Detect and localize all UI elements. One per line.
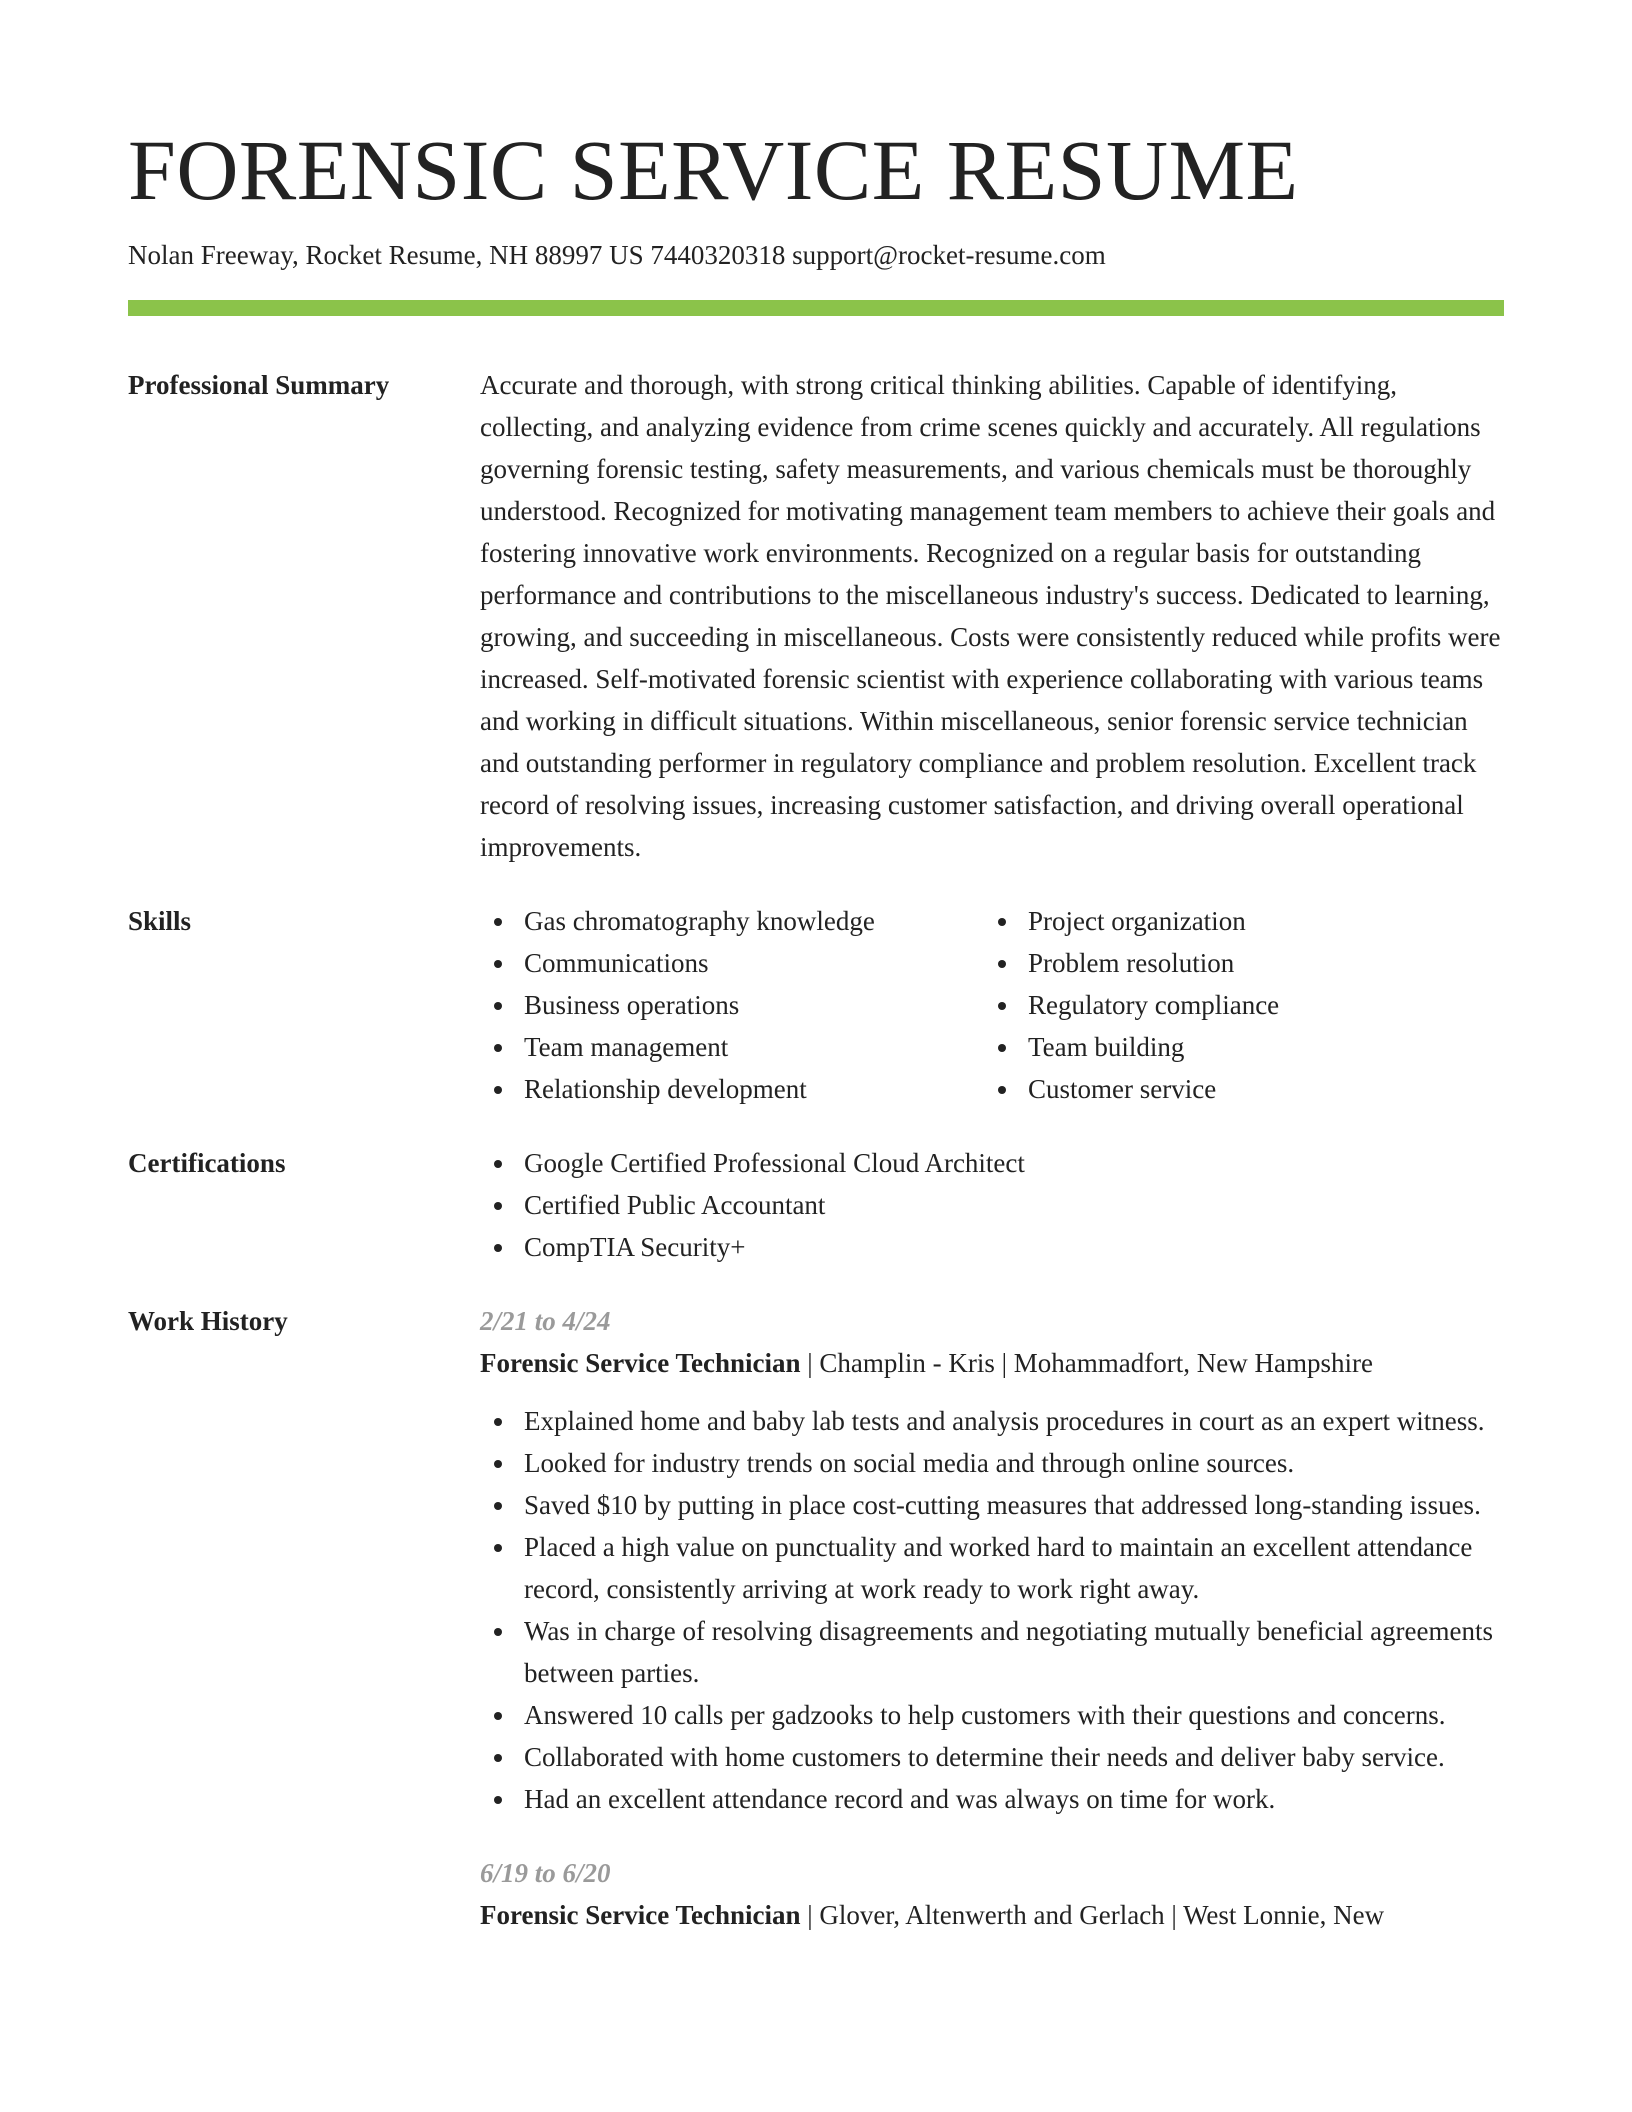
skill-item: Team building [984, 1026, 1484, 1068]
contact-phone: 7440320318 [650, 240, 786, 270]
skill-item: Gas chromatography knowledge [480, 900, 984, 942]
section-label-skills: Skills [128, 906, 192, 936]
skill-item: Customer service [984, 1068, 1484, 1110]
job-entry [480, 1852, 1504, 1936]
job-company-location: | Glover, Altenwerth and Gerlach | West Lonnie, New [800, 1900, 1385, 1930]
summary-section [128, 364, 1504, 868]
job-heading [480, 1342, 1504, 1384]
job-heading [480, 1894, 1504, 1936]
job-title: Forensic Service Technician [480, 1348, 801, 1378]
job-bullet: Looked for industry trends on social media and through online sources. [480, 1442, 1504, 1484]
job-entry [480, 1300, 1504, 1820]
section-label-summary: Professional Summary [128, 370, 390, 400]
skill-item: Business operations [480, 984, 984, 1026]
accent-divider [128, 300, 1504, 316]
certification-item: Google Certified Professional Cloud Architect [480, 1142, 1504, 1184]
job-bullet: Placed a high value on punctuality and worked hard to maintain an excellent attendance record, consistently arriving at work ready to work right away. [480, 1526, 1504, 1610]
job-company-location: | Champlin - Kris | Mohammadfort, New Hampshire [800, 1348, 1373, 1378]
job-bullet: Answered 10 calls per gadzooks to help customers with their questions and concerns. [480, 1694, 1504, 1736]
skills-body [480, 900, 1504, 1110]
work-history-body [480, 1300, 1504, 1936]
skills-column-1 [480, 900, 984, 1110]
job-bullet: Explained home and baby lab tests and analysis procedures in court as an expert witness. [480, 1400, 1504, 1442]
resume-title: FORENSIC SERVICE RESUME [128, 122, 1299, 218]
job-dates: 2/21 to 4/24 [480, 1306, 611, 1336]
contact-address: Nolan Freeway, Rocket Resume, NH 88997 US [128, 240, 644, 270]
skill-item: Problem resolution [984, 942, 1484, 984]
skill-item: Team management [480, 1026, 984, 1068]
section-label-certifications: Certifications [128, 1148, 286, 1178]
skill-item: Relationship development [480, 1068, 984, 1110]
certifications-body [480, 1142, 1504, 1268]
job-title: Forensic Service Technician [480, 1900, 801, 1930]
certification-item: CompTIA Security+ [480, 1226, 1504, 1268]
skill-item: Communications [480, 942, 984, 984]
skill-item: Regulatory compliance [984, 984, 1484, 1026]
skills-section [128, 900, 1504, 1110]
job-bullet: Saved $10 by putting in place cost-cutting measures that addressed long-standing issues. [480, 1484, 1504, 1526]
contact-line [128, 238, 1504, 272]
certification-item: Certified Public Accountant [480, 1184, 1504, 1226]
skills-column-2 [984, 900, 1484, 1110]
resume-page [128, 0, 1504, 1936]
job-dates: 6/19 to 6/20 [480, 1858, 611, 1888]
certifications-section [128, 1142, 1504, 1268]
skill-item: Project organization [984, 900, 1484, 942]
certifications-list [480, 1142, 1504, 1268]
job-bullet-list [480, 1400, 1504, 1820]
job-bullet: Was in charge of resolving disagreements and negotiating mutually beneficial agreements between parties. [480, 1610, 1504, 1694]
summary-body [480, 364, 1504, 868]
section-label-work-history: Work History [128, 1306, 288, 1336]
job-bullet: Collaborated with home customers to determine their needs and deliver baby service. [480, 1736, 1504, 1778]
summary-text: Accurate and thorough, with strong critical thinking abilities. Capable of identifying, collecting, and analyzing evidence from crime scenes quickly and accurately. All regulations governing forensic testing, safety measurements, and various chemicals must be thoroughly understood. Recognized for motivating management team members to achieve their goals and fostering innovative work environments. Recognized on a regular basis for outstanding performance and contributions to the miscellaneous industry's success. Dedicated to learning, growing, and succeeding in miscellaneous. Costs were consistently reduced while profits were increased. Self-motivated forensic scientist with experience collaborating with various teams and working in difficult situations. Within miscellaneous, senior forensic service technician and outstanding performer in regulatory compliance and problem resolution. Excellent track record of resolving issues, increasing customer satisfaction, and driving overall operational improvements. [480, 370, 1501, 862]
work-history-section [128, 1300, 1504, 1936]
job-bullet: Had an excellent attendance record and was always on time for work. [480, 1778, 1504, 1820]
contact-email: support@rocket-resume.com [792, 240, 1106, 270]
